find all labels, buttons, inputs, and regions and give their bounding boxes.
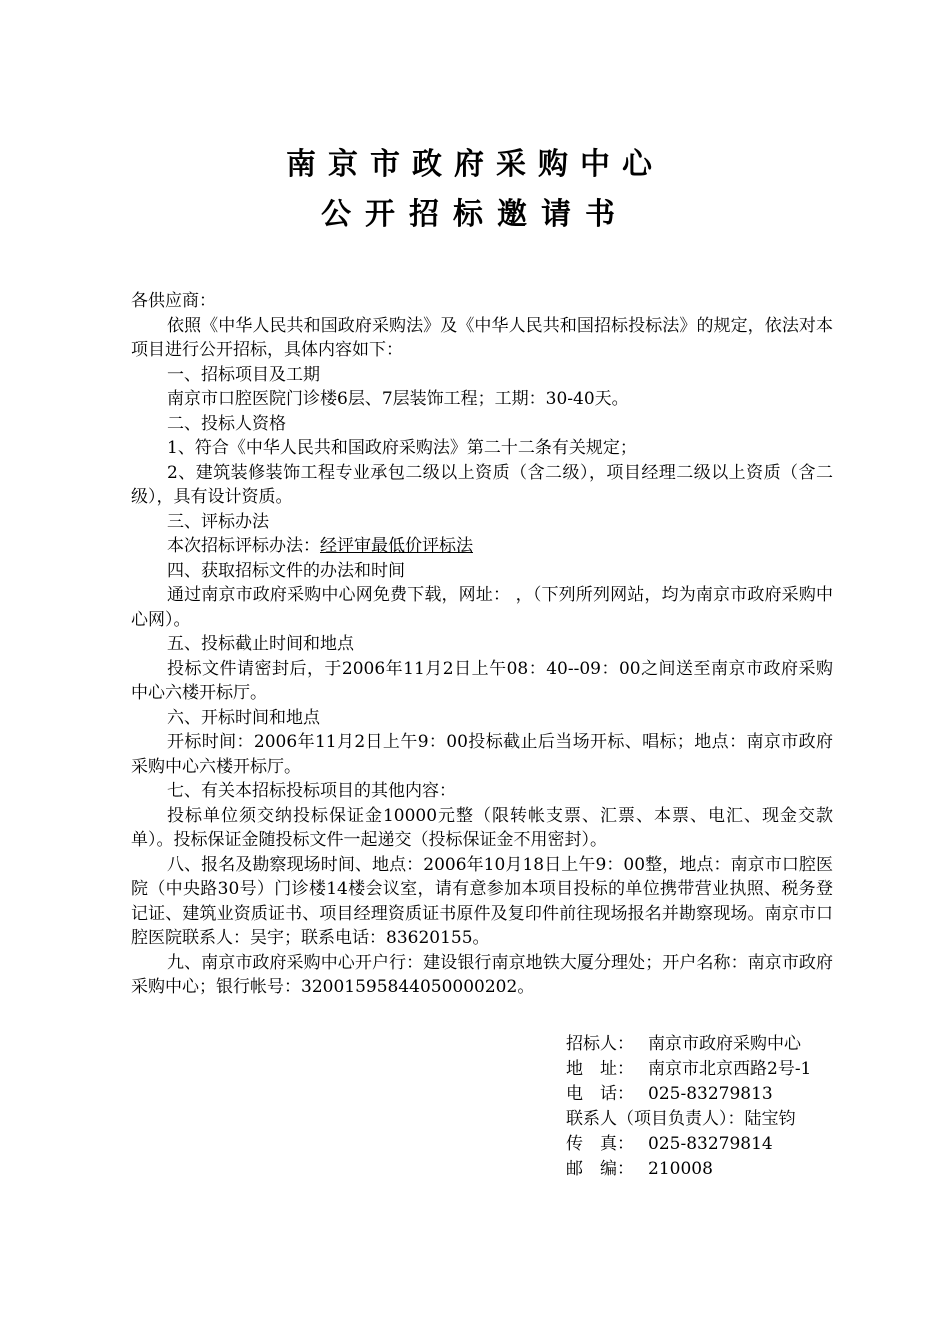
section-6-text: 开标时间：2006年11月2日上午9：00投标截止后当场开标、唱标；地点：南京市政府采购中心六楼开标厅。 [131, 732, 833, 777]
fax-row [566, 1132, 811, 1157]
section-5-text: 投标文件请密封后，于2006年11月2日上午08：40--09：00之间送至南京市政府采购中心六楼开标厅。 [131, 658, 833, 703]
postcode-row [566, 1157, 811, 1182]
greeting: 各供应商： [131, 291, 216, 311]
section-7-heading: 七、有关本招标投标项目的其他内容： [167, 781, 456, 801]
phone-label: 电 话： [566, 1084, 634, 1104]
address-label: 地 址： [566, 1059, 634, 1079]
signature-block [566, 1032, 811, 1182]
section-4-text: 通过南京市政府采购中心网免费下载，网址： ，（下列所列网站，均为南京市政府采购中心网）。 [131, 585, 833, 630]
section-1-heading: 一、招标项目及工期 [167, 364, 320, 385]
tenderer-value: 南京市政府采购中心 [648, 1034, 801, 1054]
address-row [566, 1057, 811, 1082]
section-6-heading: 六、开标时间和地点 [167, 707, 320, 728]
document-title-line1: 南京市政府采购中心 [286, 147, 664, 182]
tenderer-label: 招标人： [566, 1034, 634, 1054]
phone-row [566, 1082, 811, 1107]
fax-label: 传 真： [566, 1134, 634, 1154]
evaluation-label: 本次招标评标办法： [167, 536, 320, 556]
postcode-label: 邮 编： [566, 1159, 634, 1179]
intro-paragraph: 依照《中华人民共和国政府采购法》及《中华人民共和国招标投标法》的规定，依法对本项目进行公开招标，具体内容如下： [131, 315, 833, 360]
section-5-heading: 五、投标截止时间和地点 [167, 634, 354, 654]
document-title-line2: 公开招标邀请书 [321, 197, 629, 232]
section-2-item-1: 1、符合《中华人民共和国政府采购法》第二十二条有关规定； [167, 438, 637, 458]
address-value: 南京市北京西路2号-1 [648, 1059, 812, 1079]
section-2-heading: 二、投标人资格 [167, 413, 286, 434]
section-4-heading: 四、获取招标文件的办法和时间 [167, 560, 405, 581]
contact-label: 联系人（项目负责人）： [566, 1109, 745, 1129]
evaluation-method: 经评审最低价评标法 [320, 536, 473, 556]
contact-row [566, 1107, 811, 1132]
contact-value: 陆宝钧 [744, 1109, 796, 1129]
postcode-value: 210008 [648, 1159, 713, 1179]
section-3-heading: 三、评标办法 [167, 511, 269, 532]
document-body [131, 289, 833, 1000]
section-8-text: 八、报名及勘察现场时间、地点：2006年10月18日上午9：00整，地点：南京市口腔医院（中央路30号）门诊楼14楼会议室，请有意参加本项目投标的单位携带营业执照、税务登记证、建筑业资质证书、项目经理资质证书原件及复印件前往现场报名并勘察现场。南京市口腔医院联系人：吴宇；联系电话：83620155。 [131, 854, 833, 948]
phone-value: 025-83279813 [648, 1084, 773, 1104]
section-9-text: 九、南京市政府采购中心开户行：建设银行南京地铁大厦分理处；开户名称：南京市政府采购中心；银行帐号：32001595844050000202。 [131, 952, 833, 997]
fax-value: 025-83279814 [648, 1134, 773, 1154]
section-7-text: 投标单位须交纳投标保证金10000元整（限转帐支票、汇票、本票、电汇、现金交款单）。投标保证金随投标文件一起递交（投标保证金不用密封）。 [131, 805, 833, 850]
section-1-text: 南京市口腔医院门诊楼6层、7层装饰工程；工期：30-40天。 [167, 389, 629, 409]
section-2-item-2: 2、建筑装修装饰工程专业承包二级以上资质（含二级），项目经理二级以上资质（含二级），具有设计资质。 [131, 462, 833, 507]
tenderer-row [566, 1032, 811, 1057]
section-3-text [131, 534, 833, 559]
